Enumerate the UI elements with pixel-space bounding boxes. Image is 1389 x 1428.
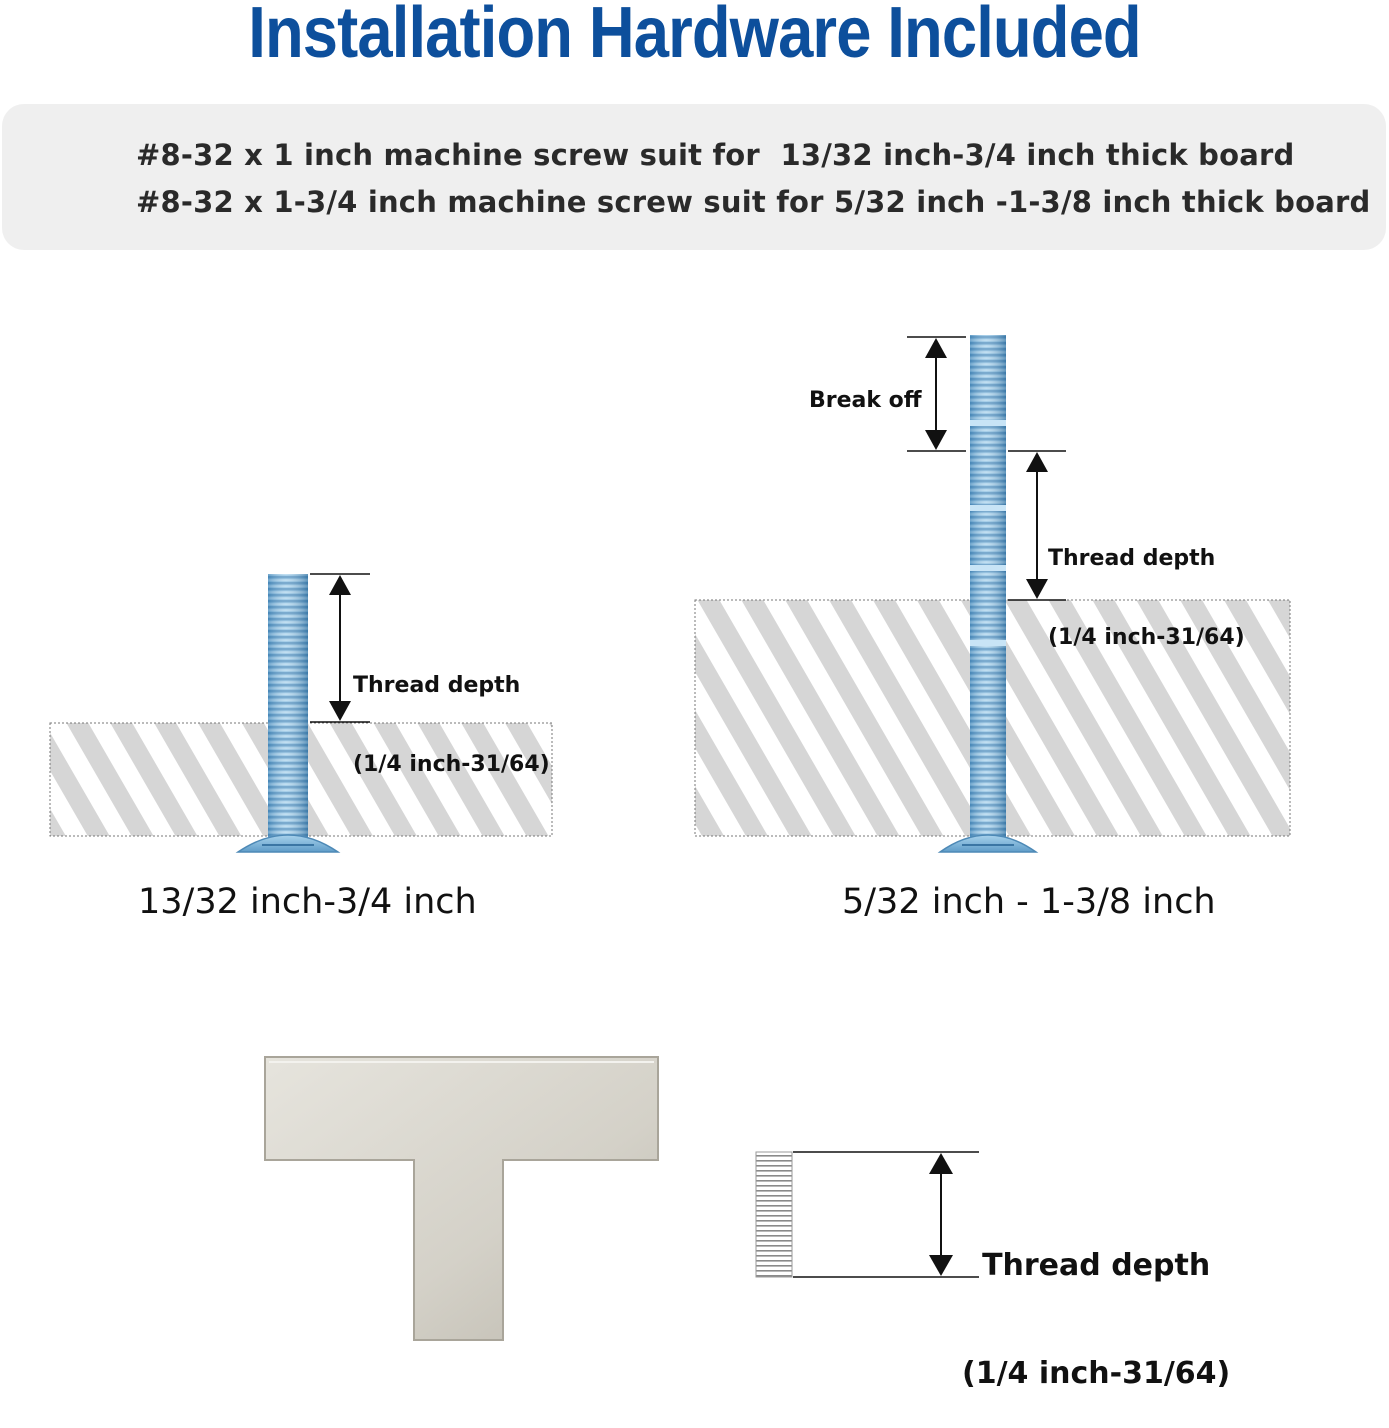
knob-thread-dimension xyxy=(793,1152,979,1277)
left-thread-label-text: Thread depth xyxy=(353,672,521,698)
knob-thread-range-text: (1/4 inch-31/64) xyxy=(962,1356,1231,1391)
right-thread-range-text: (1/4 inch-31/64) xyxy=(1048,624,1245,650)
break-off-label: Break off xyxy=(809,388,922,413)
right-thread-label-text: Thread depth xyxy=(1048,545,1216,571)
knob-thread-label xyxy=(962,1176,1230,1428)
screw-info-long: #8-32 x 1-3/4 inch machine screw suit for 5/32 inch -1-3/8 inch thick board xyxy=(136,185,1371,219)
left-board-caption: 13/32 inch-3/4 inch xyxy=(138,882,477,922)
page-title: Installation Hardware Included xyxy=(248,0,1141,73)
threaded-rod xyxy=(756,1152,792,1277)
right-board-caption: 5/32 inch - 1-3/8 inch xyxy=(842,882,1216,922)
right-thread-label xyxy=(1048,493,1245,678)
screw-info-short: #8-32 x 1 inch machine screw suit for 13/32 inch-3/4 inch thick board xyxy=(136,138,1295,172)
left-thread-range-text: (1/4 inch-31/64) xyxy=(353,751,550,777)
t-bar-knob xyxy=(265,1057,658,1340)
knob-thread-label-text: Thread depth xyxy=(982,1248,1211,1283)
left-thread-label xyxy=(353,620,550,805)
